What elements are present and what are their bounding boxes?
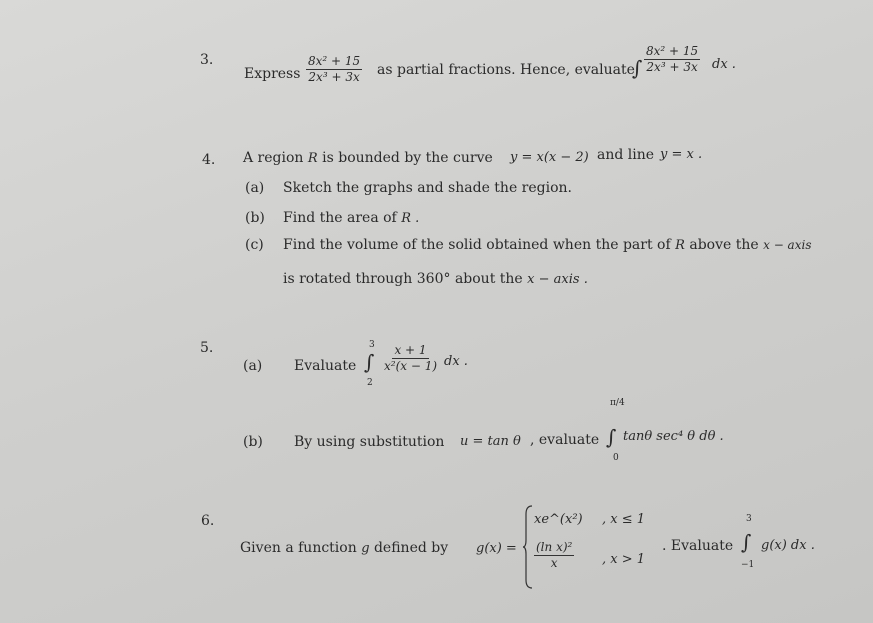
q6-piece2-fraction <box>534 540 574 571</box>
q4c-axis2-text: x − axis . <box>527 272 588 287</box>
q3-integrand-numerator: 8x² + 15 <box>646 44 699 58</box>
q6-lower-limit: −1 <box>741 560 755 570</box>
q3-express: Express <box>244 66 301 82</box>
q5b-upper-limit: π/4 <box>610 398 625 408</box>
q3-middle-text: as partial fractions. Hence, evaluate <box>377 62 635 78</box>
q4c-axis-text: x − axis <box>763 238 812 252</box>
q4b-text <box>283 210 419 226</box>
q6-piece2-denominator: x <box>550 556 558 570</box>
q4a-label: (a) <box>245 180 265 196</box>
q5a-label: (a) <box>243 358 263 374</box>
q6-integral-sign: ∫ <box>741 530 752 554</box>
q3-fraction <box>306 54 362 85</box>
q6-cond1: , x ≤ 1 <box>602 512 646 527</box>
q6-upper-limit: 3 <box>746 514 752 524</box>
q4-curve-eq: y = x(x − 2) <box>510 150 589 165</box>
q6-piece1: xe^(x²) <box>534 512 583 527</box>
q4-intro <box>243 150 493 166</box>
q4-and-line: and line <box>597 147 655 163</box>
q6-evaluate: . Evaluate <box>662 538 734 554</box>
q4c-text-line2 <box>283 271 588 287</box>
q6-cond2: , x > 1 <box>602 552 646 567</box>
q6-given-text: Given a function <box>240 540 357 556</box>
q3-integrand-fraction <box>644 44 700 75</box>
q5a-numerator: x + 1 <box>394 343 427 357</box>
q3-dx: dx . <box>712 57 736 72</box>
q5b-integral-sign: ∫ <box>606 425 617 449</box>
q6-piece2-numerator: (ln x)² <box>536 540 573 554</box>
q4-line-eq: y = x . <box>660 147 703 162</box>
q3-number: 3. <box>200 52 214 68</box>
q6-brace <box>522 504 534 590</box>
q5b-evaluate: , evaluate <box>530 432 600 448</box>
q4c-label: (c) <box>245 237 264 253</box>
q6-g-symbol: g <box>361 541 370 556</box>
q4c-text-main: Find the volume of the solid obtained when the part of <box>283 237 671 253</box>
q4c-rotated-text: is rotated through <box>283 271 413 287</box>
q4b-text-main: Find the area of <box>283 210 397 226</box>
q5a-integral-sign: ∫ <box>364 350 375 374</box>
q3-frac-denominator: 2x³ + 3x <box>308 70 360 84</box>
q6-integrand: g(x) dx . <box>761 538 815 553</box>
q3-integrand-denominator: 2x³ + 3x <box>646 60 698 74</box>
q4-intro-text: A region <box>243 150 304 166</box>
q5b-label: (b) <box>243 434 263 450</box>
q5b-text: By using substitution <box>294 434 445 450</box>
q4c-about-text: about the <box>454 271 523 287</box>
q5a-text: Evaluate <box>294 358 357 374</box>
q4c-region-symbol: R <box>675 238 685 253</box>
q5a-dx: dx . <box>444 354 468 369</box>
q6-number: 6. <box>201 513 215 529</box>
q5b-integrand: tanθ sec⁴ θ dθ . <box>623 429 724 444</box>
q4c-above-text: above the <box>689 237 759 253</box>
q6-text <box>240 540 448 556</box>
q3-frac-numerator: 8x² + 15 <box>308 54 361 68</box>
q6-defined-text: defined by <box>373 540 449 556</box>
q4-bounded-text: is bounded by the curve <box>322 150 493 166</box>
q4-region-symbol: R <box>307 151 318 166</box>
q5a-denominator: x²(x − 1) <box>384 359 438 373</box>
q5a-fraction <box>382 343 439 374</box>
q4b-region-symbol: R . <box>401 211 420 226</box>
q4b-label: (b) <box>245 210 265 226</box>
q4-number: 4. <box>202 152 216 168</box>
q5-number: 5. <box>200 340 214 356</box>
q6-gx: g(x) = <box>476 541 517 556</box>
q5a-upper-limit: 3 <box>369 340 375 350</box>
q4c-text <box>283 237 811 253</box>
q3-integral-sign: ∫ <box>632 56 643 80</box>
q5b-substitution: u = tan θ <box>460 434 521 449</box>
q4c-degree: 360° <box>416 271 451 287</box>
q5a-lower-limit: 2 <box>367 378 373 388</box>
q5b-lower-limit: 0 <box>613 453 619 463</box>
q4a-text: Sketch the graphs and shade the region. <box>283 180 572 196</box>
